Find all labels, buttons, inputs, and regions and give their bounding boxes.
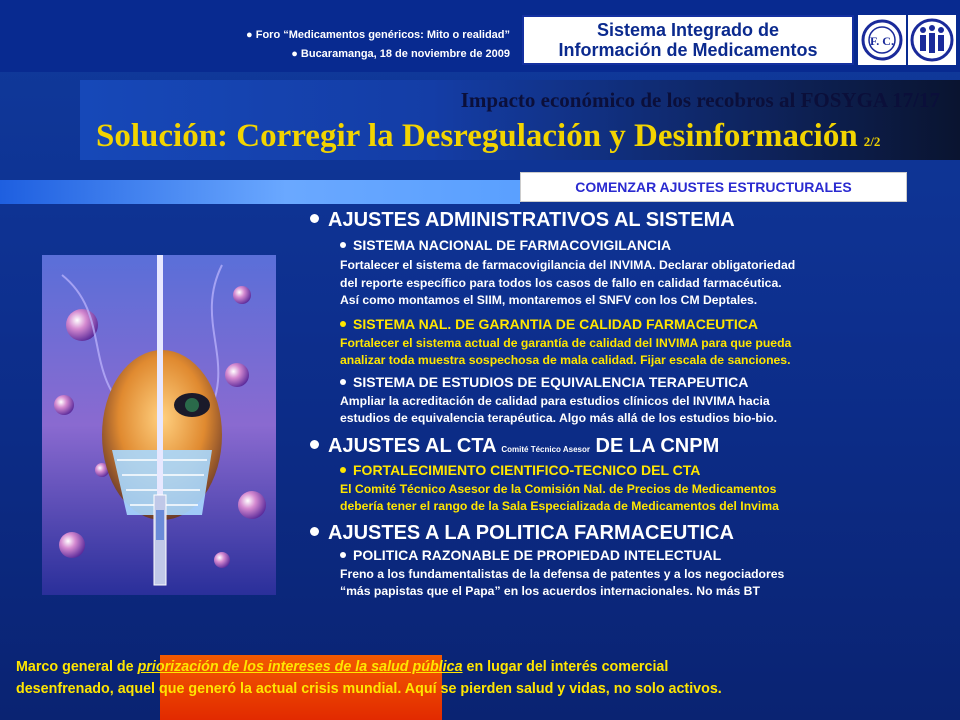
page-number: 2/2 <box>863 134 881 149</box>
section-heading-admin: AJUSTES ADMINISTRATIVOS AL SISTEMA <box>310 208 950 232</box>
item-title-equivalencia: SISTEMA DE ESTUDIOS DE EQUIVALENCIA TERAPEUTICA <box>310 374 950 391</box>
slide-title-text: Solución: Corregir la Desregulación y Desinformación <box>96 118 858 154</box>
logo-line-1: Sistema Integrado de <box>596 20 780 40</box>
item-text-cta: El Comité Técnico Asesor de la Comisión Nal. de Precios de Medicamentos debería tener el rango de la Sala Especializada de Medicamentos del Invima <box>340 481 779 513</box>
slide-subtitle: Impacto económico de los recobros al FOSYGA 17/17 <box>460 88 940 112</box>
footer-emphasis: priorización de los intereses de la salud pública <box>137 659 463 675</box>
footer-statement: Marco general de priorización de los intereses de la salud pública en lugar del interés comercial desenfrenado, aquel que generó la actual crisis mundial. Aquí se pierden salud y vidas, no solo activos. <box>16 659 722 697</box>
section-heading-politica: AJUSTES A LA POLITICA FARMACEUTICA <box>310 521 950 545</box>
seal-text: F. C. <box>870 34 894 48</box>
siim-logo <box>522 15 854 65</box>
event-date-location: ● Bucaramanga, 18 de noviembre de 2009 <box>291 48 510 60</box>
item-title-propiedad-intelectual: POLITICA RAZONABLE DE PROPIEDAD INTELECTUAL <box>310 547 950 564</box>
item-text-equivalencia: Ampliar la acreditación de calidad para estudios clínicos del INVIMA hacia estudios de equivalencia terapéutica. Algo más allá de los estudios bio-bio. <box>340 393 778 425</box>
forum-label: ● Foro “Medicamentos genéricos: Mito o realidad” <box>246 29 510 41</box>
item-text-garantia-calidad: Fortalecer el sistema actual de garantía de calidad del INVIMA para que pueda analizar toda muestra sospechosa de mala calidad. Fijar escala de sanciones. <box>340 335 792 367</box>
item-title-cta: FORTALECIMIENTO CIENTIFICO-TECNICO DEL CTA <box>310 462 950 479</box>
slide-title <box>96 118 880 155</box>
item-title-garantia-calidad: SISTEMA NAL. DE GARANTIA DE CALIDAD FARMACEUTICA <box>310 316 950 333</box>
item-text-propiedad-intelectual: Freno a los fundamentalistas de la defensa de patentes y a los negociadores “más papistas que el Papa” en los acuerdos internacionales. No más BT <box>340 566 785 598</box>
item-text-farmacovigilancia: Fortalecer el sistema de farmacovigilancia del INVIMA. Declarar obligatoriedad del reporte específico para todos los casos de fallo en calidad farmacéutica. Así como montamos el SIIM, montaremos el SNFV con los CM Deptales. <box>340 258 796 307</box>
logo-line-2: Información de Medicamentos <box>558 40 818 60</box>
section-heading-cta: AJUSTES AL CTA Comité Técnico Asesor DE LA CNPM <box>310 434 950 462</box>
section-banner: COMENZAR AJUSTES ESTRUCTURALES <box>520 172 907 202</box>
people-logo-icon <box>908 15 956 65</box>
header-info <box>246 26 510 64</box>
accent-bar <box>0 180 520 204</box>
medical-illustration <box>42 255 276 595</box>
content-area <box>310 208 950 601</box>
university-seal-icon <box>858 15 906 65</box>
item-title-farmacovigilancia: SISTEMA NACIONAL DE FARMACOVIGILANCIA <box>310 237 950 254</box>
